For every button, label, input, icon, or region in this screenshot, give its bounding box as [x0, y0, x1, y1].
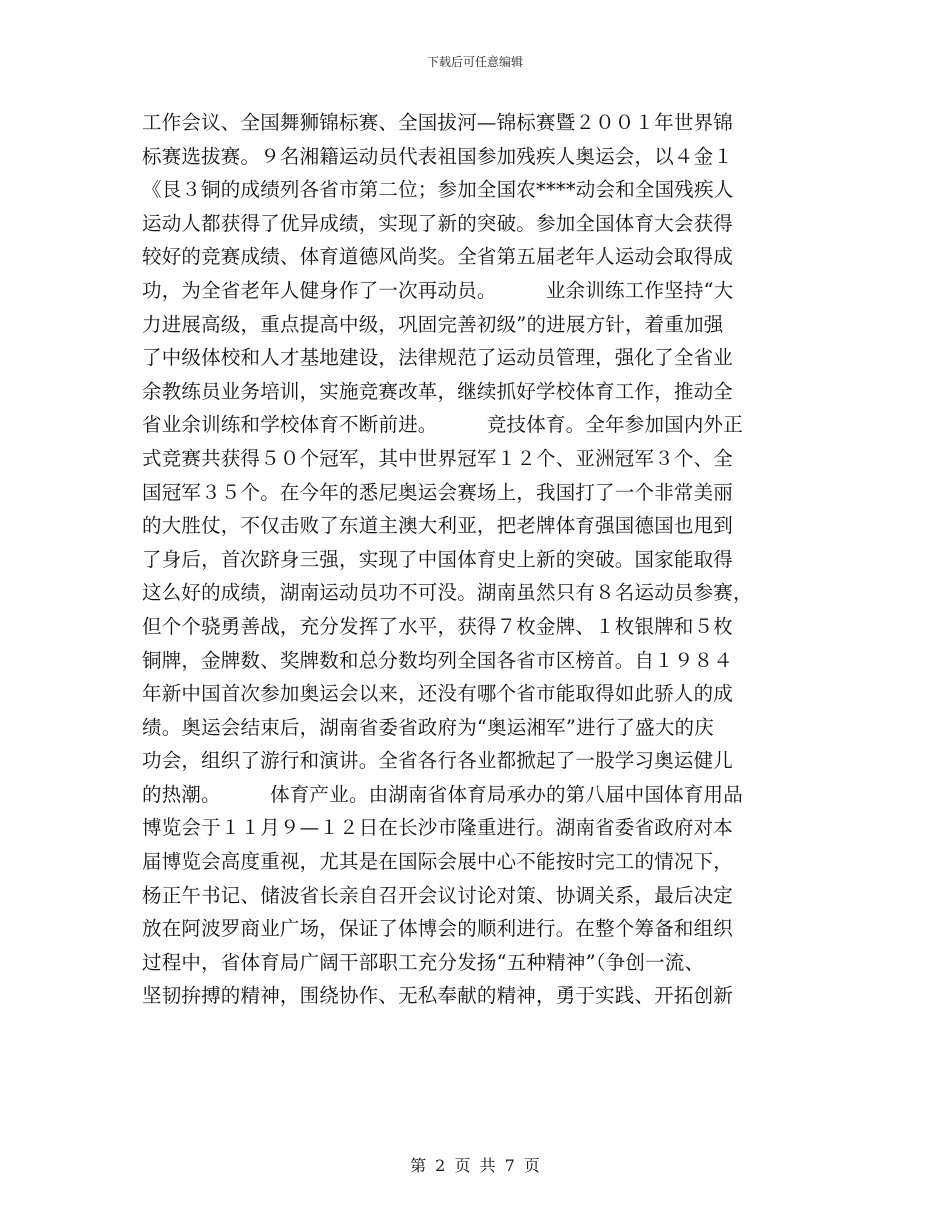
- document-body: [142, 106, 814, 1013]
- body-line: 这么好的成绩，湖南运动员功不可没。湖南虽然只有８名运动员参赛，: [142, 581, 753, 605]
- body-line: 工作会议、全国舞狮锦标赛、全国拔河—锦标赛暨２００１年世界锦: [142, 111, 734, 134]
- body-line: 式竞赛共获得５０个冠军，其中世界冠军１２个、亚洲冠军３个、全: [142, 446, 734, 470]
- body-line: 届博览会高度重视，尤其是在国际会展中心不能按时完工的情况下，: [142, 850, 734, 874]
- body-line: 功，为全省老年人健身作了一次再动员。 业余训练工作坚持“大: [142, 278, 734, 302]
- body-line: 了中级体校和人才基地建设，法律规范了运动员管理，强化了全省业: [142, 346, 734, 370]
- body-line: 的热潮。 体育产业。由湖南省体育局承办的第八届中国体育用品: [142, 782, 743, 806]
- body-line: 铜牌，金牌数、奖牌数和总分数均列全国各省市区榜首。自１９８４: [142, 648, 734, 672]
- body-line: 绩。奥运会结束后，湖南省委省政府为“奥运湘军”进行了盛大的庆: [142, 715, 714, 739]
- body-line: 年新中国首次参加奥运会以来，还没有哪个省市能取得如此骄人的成: [142, 682, 734, 706]
- body-line: 了身后，首次跻身三强，实现了中国体育史上新的突破。国家能取得: [142, 547, 734, 571]
- body-line: 坚韧拚搏的精神，围绕协作、无私奉献的精神，勇于实践、开拓创新: [142, 984, 734, 1008]
- body-line: 《艮３铜的成绩列各省市第二位；参加全国农****动会和全国残疾人: [142, 178, 734, 202]
- body-line: 的大胜仗，不仅击败了东道主澳大利亚，把老牌体育强国德国也甩到: [142, 514, 734, 538]
- body-line: 运动人都获得了优异成绩，实现了新的突破。参加全国体育大会获得: [142, 211, 734, 235]
- page-header: 下载后可任意编辑: [426, 55, 523, 69]
- page-footer: 第 2 页 共 7 页: [410, 1156, 540, 1175]
- body-line: 国冠军３５个。在今年的悉尼奥运会赛场上，我国打了一个非常美丽: [142, 480, 734, 504]
- body-line: 力进展高级，重点提高中级，巩固完善初级”的进展方针，着重加强: [142, 312, 724, 336]
- body-line: 过程中，省体育局广阔干部职工充分发扬“五种精神”（争创一流、: [142, 950, 705, 974]
- body-line: 功会，组织了游行和演讲。全省各行各业都掀起了一股学习奥运健儿: [142, 749, 734, 773]
- body-line: 省业余训练和学校体育不断前进。 竞技体育。全年参加国内外正: [142, 413, 743, 437]
- body-line: 余教练员业务培训，实施竞赛改革，继续抓好学校体育工作，推动全: [142, 379, 734, 403]
- body-line: 放在阿波罗商业广场，保证了体博会的顺利进行。在整个筹备和组织: [142, 917, 734, 941]
- body-line: 较好的竞赛成绩、体育道德风尚奖。全省第五届老年人运动会取得成: [142, 245, 734, 269]
- body-line: 博览会于１１月９—１２日在长沙市隆重进行。湖南省委省政府对本: [142, 816, 734, 840]
- body-line: 但个个骁勇善战，充分发挥了水平，获得７枚金牌、１枚银牌和５枚: [142, 614, 734, 638]
- body-line: 标赛选拔赛。９名湘籍运动员代表祖国参加残疾人奥运会，以４金１: [142, 144, 734, 168]
- body-line: 杨正午书记、储波省长亲自召开会议讨论对策、协调关系，最后决定: [142, 883, 734, 907]
